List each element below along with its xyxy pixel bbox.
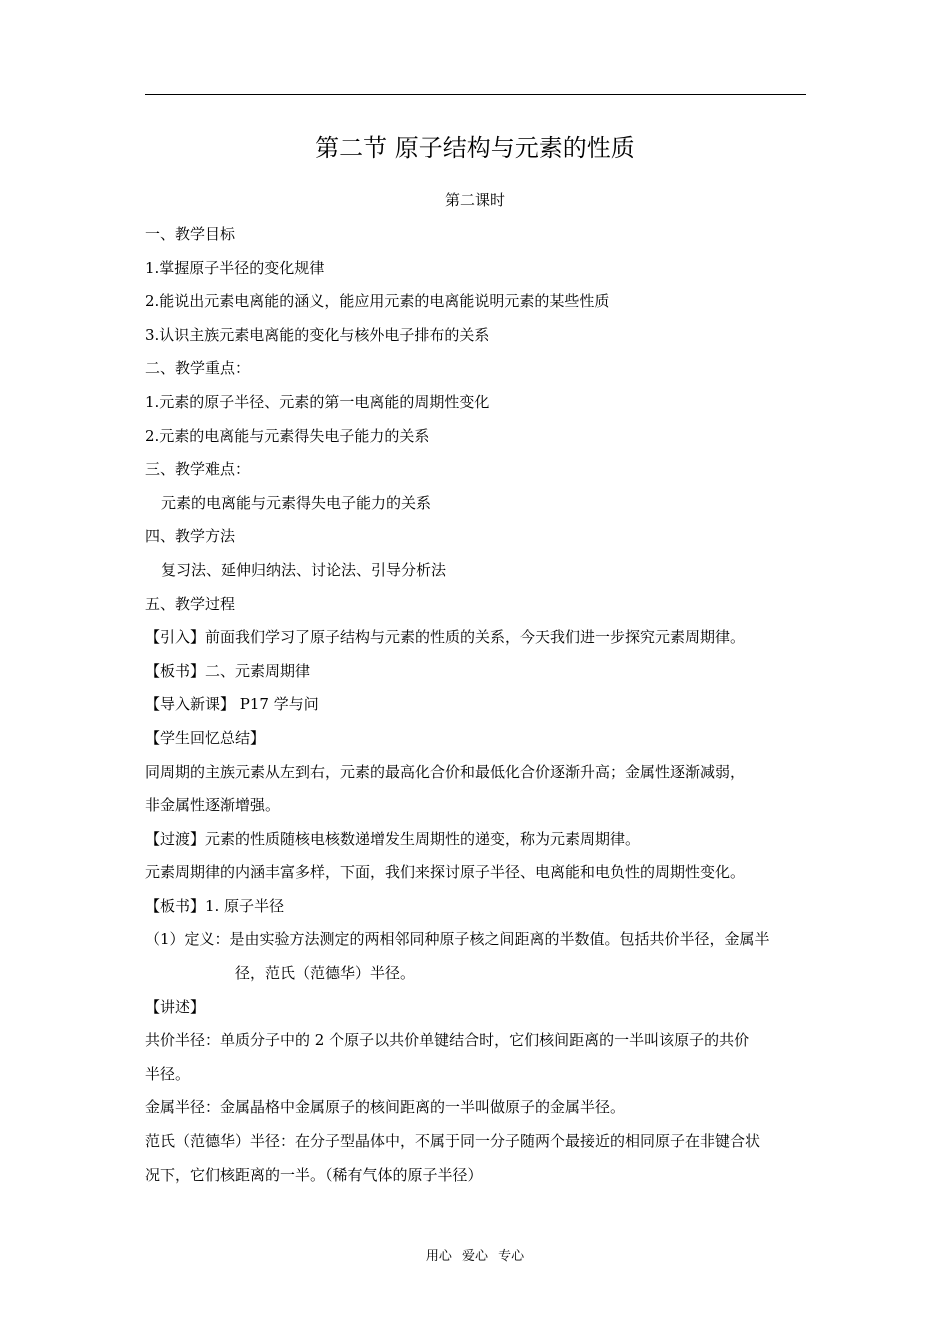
objective-item: 2.能说出元素电离能的涵义，能应用元素的电离能说明元素的某些性质 xyxy=(145,292,610,311)
key-point-item: 1.元素的原子半径、元素的第一电离能的周期性变化 xyxy=(145,392,490,411)
methods-item: 复习法、延伸归纳法、讨论法、引导分析法 xyxy=(161,560,447,579)
paragraph-new-lesson: 【导入新课】 P17 学与问 xyxy=(145,695,319,714)
paragraph-vdw-radius: 范氏（范德华）半径：在分子型晶体中，不属于同一分子随两个最接近的相同原子在非键合状 xyxy=(145,1132,761,1151)
paragraph-lecture: 【讲述】 xyxy=(145,997,206,1016)
paragraph-summary-cont: 非金属性逐渐增强。 xyxy=(145,796,281,815)
paragraph-definition-cont: 径，范氏（范德华）半径。 xyxy=(235,964,416,983)
paragraph-student-review: 【学生回忆总结】 xyxy=(145,728,266,747)
section-heading-objectives: 一、教学目标 xyxy=(145,225,236,243)
paragraph-summary: 同周期的主族元素从左到右，元素的最高化合价和最低化合价逐渐升高；金属性逐渐减弱， xyxy=(145,762,746,781)
objective-item: 3.认识主族元素电离能的变化与核外电子排布的关系 xyxy=(145,325,490,344)
paragraph-definition: （1）定义：是由实验方法测定的两相邻同种原子核之间距离的半数值。包括共价半径，金属半 xyxy=(145,930,770,949)
paragraph-introduction: 【引入】前面我们学习了原子结构与元素的性质的关系，今天我们进一步探究元素周期律。 xyxy=(145,628,746,647)
difficulty-item: 元素的电离能与元素得失电子能力的关系 xyxy=(161,493,432,512)
key-point-item: 2.元素的电离能与元素得失电子能力的关系 xyxy=(145,426,430,445)
paragraph-vdw-radius-cont: 况下，它们核距离的一半。（稀有气体的原子半径） xyxy=(145,1165,483,1184)
objective-item: 1.掌握原子半径的变化规律 xyxy=(145,258,325,277)
paragraph-periodic-law: 元素周期律的内涵丰富多样，下面，我们来探讨原子半径、电离能和电负性的周期性变化。 xyxy=(145,863,746,882)
document-title: 第二节 原子结构与元素的性质 xyxy=(315,134,635,162)
paragraph-board-atomic-radius: 【板书】1. 原子半径 xyxy=(145,896,285,915)
paragraph-transition: 【过渡】元素的性质随核电核数递增发生周期性的递变，称为元素周期律。 xyxy=(145,829,641,848)
section-heading-difficulties: 三、教学难点： xyxy=(145,460,251,479)
paragraph-covalent-radius: 共价半径：单质分子中的 2 个原子以共价单键结合时，它们核间距离的一半叫该原子的共价 xyxy=(145,1031,750,1050)
section-heading-key-points: 二、教学重点： xyxy=(145,359,251,378)
paragraph-metallic-radius: 金属半径：金属晶格中金属原子的核间距离的一半叫做原子的金属半径。 xyxy=(145,1098,626,1117)
page-footer: 用心 爱心 专心 xyxy=(425,1249,525,1264)
paragraph-board-note: 【板书】二、元素周期律 xyxy=(145,661,311,680)
header-rule xyxy=(145,94,806,95)
section-heading-process: 五、教学过程 xyxy=(145,594,236,613)
paragraph-covalent-radius-cont: 半径。 xyxy=(145,1064,191,1083)
lesson-subtitle: 第二课时 xyxy=(444,191,505,209)
section-heading-methods: 四、教学方法 xyxy=(145,527,236,546)
document-body xyxy=(145,223,807,1197)
